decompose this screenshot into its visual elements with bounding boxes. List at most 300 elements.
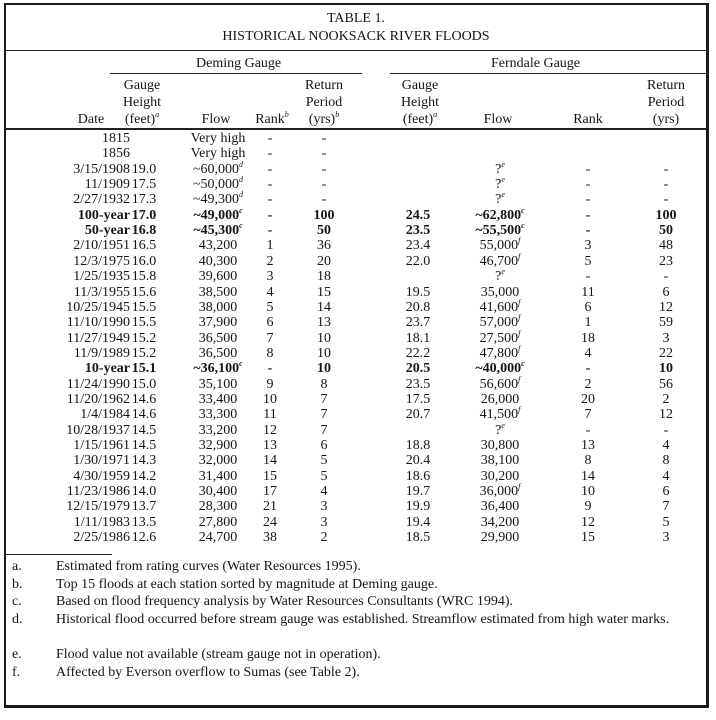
cell-value: -	[585, 192, 591, 208]
cell-value: 4/30/1959	[73, 468, 130, 484]
cell-value: 12	[581, 514, 595, 530]
cell-ferndale-rank	[556, 392, 620, 407]
cell-value: -	[267, 223, 273, 239]
cell-value: 1/30/1971	[73, 453, 130, 469]
cell-deming-rank	[242, 392, 298, 407]
cell-ferndale-flow	[462, 238, 538, 253]
cell-deming-rank	[242, 484, 298, 499]
cell-value: 50	[317, 223, 331, 239]
header-text: Period	[305, 95, 343, 110]
cell-ferndale-flow	[462, 269, 538, 284]
table-row	[6, 159, 706, 177]
cell-deming-rank	[242, 177, 298, 192]
cell-value: -	[267, 131, 273, 146]
cell-deming-rank	[242, 192, 298, 207]
cell-value: 8	[584, 453, 592, 469]
cell-value: ~60,000	[192, 161, 240, 177]
cell-value: 9	[266, 376, 274, 392]
cell-value: 15.5	[131, 315, 157, 331]
cell-value: 11/27/1949	[66, 330, 130, 346]
cell-value: 2/10/1951	[73, 238, 130, 254]
cell-value: 15.0	[131, 376, 157, 392]
cell-deming-height	[112, 438, 176, 453]
cell-ferndale-rank	[556, 530, 620, 545]
cell-value: 5	[584, 253, 592, 269]
cell-value: 10/28/1937	[66, 422, 130, 438]
cell-ferndale-return-period	[634, 192, 698, 207]
table-row	[6, 205, 706, 223]
cell-deming-return-period	[292, 254, 356, 269]
cell-value: -	[267, 161, 273, 177]
cell-value: 35,000	[480, 284, 520, 300]
cell-value: 8	[320, 376, 328, 392]
cell-deming-height	[112, 346, 176, 361]
footnote-ref: b	[335, 110, 340, 119]
cell-value: 24.5	[405, 207, 431, 223]
footnote-ref: e	[501, 267, 505, 277]
cell-ferndale-flow	[462, 515, 538, 530]
footnote-text: Historical flood occurred before stream gauge was established. Streamflow estimated from high water marks.	[56, 611, 670, 627]
cell-value: 56,600	[479, 376, 519, 392]
cell-deming-return-period	[292, 238, 356, 253]
cell-value: ~49,300	[192, 192, 240, 208]
cell-deming-rank	[242, 469, 298, 484]
cell-ferndale-flow	[462, 438, 538, 453]
cell-value: 11/1909	[84, 177, 130, 193]
cell-value: 43,200	[198, 238, 238, 254]
cell-deming-height	[112, 238, 176, 253]
cell-value: 15	[317, 284, 331, 300]
header-ferndale-height	[388, 77, 452, 128]
cell-value: 5	[266, 299, 274, 315]
cell-deming-rank	[242, 423, 298, 438]
cell-value: 18	[581, 330, 595, 346]
cell-ferndale-return-period	[634, 515, 698, 530]
cell-ferndale-flow	[462, 469, 538, 484]
cell-value: 7	[320, 391, 328, 407]
cell-deming-return-period	[292, 423, 356, 438]
cell-value: -	[585, 177, 591, 193]
cell-value: 10-year	[84, 361, 130, 377]
cell-ferndale-return-period	[634, 177, 698, 192]
cell-value: 19.5	[405, 284, 431, 300]
table-title: HISTORICAL NOOKSACK RIVER FLOODS	[222, 29, 490, 44]
cell-value: 3	[662, 530, 670, 546]
cell-ferndale-rank	[556, 499, 620, 514]
cell-value: 17.3	[131, 192, 157, 208]
cell-value: -	[663, 422, 669, 438]
cell-value: -	[267, 361, 273, 377]
cell-value: 33,300	[198, 407, 238, 423]
cell-deming-return-period	[292, 377, 356, 392]
footnote-letter: b.	[12, 576, 23, 592]
footnote-text: Based on flood frequency analysis by Water Resources Consultants (WRC 1994).	[56, 594, 514, 610]
cell-value: -	[267, 207, 273, 223]
cell-value: -	[585, 161, 591, 177]
cell-deming-return-period	[292, 315, 356, 330]
cell-value: ?	[495, 422, 502, 438]
cell-value: -	[663, 161, 669, 177]
cell-ferndale-height	[388, 407, 448, 422]
cell-value: 10	[263, 391, 277, 407]
cell-deming-return-period	[292, 208, 356, 223]
cell-ferndale-return-period	[634, 315, 698, 330]
cell-value: 24,700	[198, 530, 238, 546]
table-number: TABLE 1.	[327, 11, 385, 26]
cell-date	[6, 146, 130, 161]
cell-ferndale-rank	[556, 238, 620, 253]
cell-deming-rank	[242, 515, 298, 530]
table-row	[6, 343, 706, 361]
cell-deming-height	[112, 192, 176, 207]
table-row	[6, 177, 706, 192]
cell-value: 19.4	[405, 514, 431, 530]
cell-value: -	[321, 161, 327, 177]
cell-value: 5	[320, 468, 328, 484]
cell-value: 20.4	[405, 453, 431, 469]
cell-deming-height	[112, 331, 176, 346]
cell-value: 17	[263, 484, 277, 500]
footnote-text: Flood value not available (stream gauge not in operation).	[56, 647, 381, 662]
table-row	[6, 499, 706, 514]
table-row	[6, 131, 706, 146]
cell-value: -	[267, 146, 273, 162]
cell-deming-rank	[242, 331, 298, 346]
table-row	[6, 328, 706, 346]
cell-value: 19.7	[405, 484, 431, 500]
cell-value: 11/9/1989	[73, 345, 130, 361]
cell-value: 14.6	[131, 391, 157, 407]
cell-value: 6	[320, 438, 328, 453]
cell-value: 46,700	[479, 253, 519, 269]
cell-deming-return-period	[292, 177, 356, 192]
header-date: Date	[77, 112, 105, 127]
cell-value: 18.8	[405, 438, 431, 453]
cell-value: 14.3	[131, 453, 157, 469]
footnote-ref: f	[518, 313, 521, 323]
cell-ferndale-return-period	[634, 530, 698, 545]
cell-value: -	[585, 223, 591, 239]
footnote-ref: c	[521, 221, 525, 231]
cell-value: 12.6	[131, 530, 157, 546]
cell-ferndale-height	[388, 346, 448, 361]
cell-value: 32,000	[198, 453, 238, 469]
table-row	[6, 374, 706, 392]
cell-value: 23.4	[405, 238, 431, 254]
header-deming-height	[110, 77, 174, 128]
cell-value: 10	[659, 361, 673, 377]
cell-ferndale-rank	[556, 223, 620, 238]
cell-ferndale-flow	[462, 315, 538, 330]
cell-deming-rank	[242, 162, 298, 177]
footnote-letter: f.	[12, 664, 21, 680]
cell-deming-return-period	[292, 269, 356, 284]
cell-value: 20.7	[405, 407, 431, 423]
cell-ferndale-return-period	[634, 254, 698, 269]
cell-deming-return-period	[292, 392, 356, 407]
cell-deming-return-period	[292, 223, 356, 238]
cell-ferndale-height	[388, 238, 448, 253]
cell-value: 3	[584, 238, 592, 254]
footnote-ref: f	[518, 482, 521, 492]
cell-deming-return-period	[292, 453, 356, 468]
cell-deming-rank	[242, 238, 298, 253]
header-text: Return	[646, 78, 686, 93]
cell-deming-rank	[242, 346, 298, 361]
cell-deming-rank	[242, 499, 298, 514]
cell-ferndale-return-period	[634, 331, 698, 346]
footnote-ref: b	[284, 110, 289, 119]
cell-ferndale-height	[388, 453, 448, 468]
cell-ferndale-rank	[556, 208, 620, 223]
cell-deming-height	[112, 300, 176, 315]
header-text: Height	[122, 95, 162, 110]
cell-value: 19.0	[131, 161, 157, 177]
cell-value: 15	[581, 530, 595, 546]
cell-value: 16.8	[131, 223, 157, 239]
cell-value: 7	[320, 407, 328, 423]
cell-deming-height	[112, 407, 176, 422]
cell-value: 14.0	[131, 484, 157, 500]
cell-value: 57,000	[479, 315, 519, 331]
cell-value: 39,600	[198, 269, 238, 285]
footnote-ref: a	[155, 110, 160, 119]
cell-value: ~36,100	[193, 361, 240, 377]
cell-value: 32,900	[198, 438, 238, 453]
table-row	[6, 515, 706, 530]
cell-value: 1/11/1983	[73, 514, 130, 530]
cell-value: 22.0	[405, 253, 431, 269]
cell-value: 33,200	[198, 422, 238, 438]
cell-value: 2	[584, 376, 592, 392]
footnote-ref: c	[239, 221, 243, 231]
footnote-ref: e	[501, 190, 505, 200]
cell-ferndale-rank	[556, 453, 620, 468]
cell-value: 1815	[102, 131, 130, 146]
cell-ferndale-return-period	[634, 269, 698, 284]
footnote-letter: c.	[12, 594, 22, 610]
table-row	[6, 438, 706, 453]
cell-ferndale-return-period	[634, 300, 698, 315]
cell-value: 16.5	[131, 238, 157, 254]
cell-ferndale-flow	[462, 177, 538, 192]
footnote-ref: f	[518, 251, 521, 261]
cell-deming-return-period	[292, 192, 356, 207]
cell-value: 10	[317, 330, 331, 346]
cell-value: 34,200	[480, 514, 520, 530]
cell-value: 22.2	[405, 345, 431, 361]
cell-value: -	[663, 269, 669, 285]
cell-value: 3	[662, 330, 670, 346]
cell-value: 24	[263, 514, 277, 530]
cell-deming-return-period	[292, 530, 356, 545]
cell-value: -	[585, 269, 591, 285]
table-row	[6, 146, 706, 161]
cell-ferndale-return-period	[634, 162, 698, 177]
cell-value: 27,500	[479, 330, 519, 346]
cell-value: ~49,000	[193, 207, 240, 223]
header-ferndale-flow: Flow	[483, 112, 513, 127]
cell-deming-return-period	[292, 499, 356, 514]
cell-value: 11	[263, 407, 277, 423]
cell-value: 8	[266, 345, 274, 361]
cell-value: ?	[495, 269, 502, 285]
divider	[6, 554, 112, 555]
footnote-ref: a	[433, 110, 438, 119]
cell-value: 20	[317, 253, 331, 269]
cell-value: 15.5	[131, 299, 157, 315]
cell-value: 12/15/1979	[66, 499, 130, 515]
footnote-ref: d	[239, 190, 244, 200]
cell-value: 100	[655, 207, 677, 223]
cell-value: ~55,500	[475, 223, 522, 239]
cell-deming-height	[112, 530, 176, 545]
cell-deming-height	[112, 269, 176, 284]
cell-date	[6, 131, 130, 146]
cell-value: 11/24/1990	[66, 376, 130, 392]
cell-ferndale-return-period	[634, 377, 698, 392]
cell-value: 15.6	[131, 284, 157, 300]
cell-value: 30,400	[198, 484, 238, 500]
cell-value: 1	[266, 238, 274, 254]
cell-deming-return-period	[292, 146, 356, 161]
footnote-letter: e.	[12, 647, 22, 662]
cell-ferndale-rank	[556, 407, 620, 422]
cell-value: 12/3/1975	[73, 253, 130, 269]
cell-ferndale-return-period	[634, 469, 698, 484]
cell-value: 15.2	[131, 345, 157, 361]
cell-deming-rank	[242, 530, 298, 545]
cell-value: 13	[263, 438, 277, 453]
cell-value: 20.5	[405, 361, 431, 377]
cell-value: 17.5	[131, 177, 157, 193]
cell-value: 11/3/1955	[73, 284, 130, 300]
cell-value: 13.7	[131, 499, 157, 515]
cell-deming-rank	[242, 315, 298, 330]
cell-ferndale-height	[388, 469, 448, 484]
cell-ferndale-return-period	[634, 361, 698, 376]
cell-value: 38	[263, 530, 277, 546]
cell-ferndale-height	[388, 361, 448, 376]
cell-value: 6	[662, 484, 670, 500]
cell-value: 14.2	[131, 468, 157, 484]
cell-value: 1/25/1935	[73, 269, 130, 285]
cell-value: 12	[263, 422, 277, 438]
cell-value: 1	[584, 315, 592, 331]
cell-value: 7	[662, 499, 670, 515]
cell-value: 14.5	[131, 438, 157, 453]
cell-value: 5	[320, 453, 328, 469]
cell-ferndale-rank	[556, 484, 620, 499]
divider	[6, 128, 706, 130]
cell-ferndale-flow	[462, 453, 538, 468]
cell-value: 3/15/1908	[73, 161, 130, 177]
cell-deming-height	[112, 377, 176, 392]
cell-value: 17.0	[131, 207, 157, 223]
cell-value: 16.0	[131, 253, 157, 269]
cell-deming-height	[112, 515, 176, 530]
cell-value: 5	[662, 514, 670, 530]
cell-value: 48	[659, 238, 673, 254]
cell-ferndale-flow	[462, 328, 538, 346]
cell-deming-rank	[242, 146, 298, 161]
cell-value: -	[585, 207, 591, 223]
cell-value: 1/15/1961	[73, 438, 130, 453]
cell-ferndale-height	[388, 208, 448, 223]
cell-ferndale-return-period	[634, 499, 698, 514]
table-row	[6, 192, 706, 207]
header-ferndale-rank: Rank	[573, 112, 603, 127]
table-row	[6, 469, 706, 484]
cell-ferndale-flow	[462, 407, 538, 422]
cell-value: 3	[266, 269, 274, 285]
cell-deming-return-period	[292, 131, 356, 146]
cell-ferndale-height	[388, 530, 448, 545]
cell-value: 31,400	[198, 468, 238, 484]
cell-ferndale-flow	[462, 420, 538, 438]
cell-value: 6	[584, 299, 592, 315]
cell-ferndale-return-period	[634, 438, 698, 453]
cell-value: 38,100	[480, 453, 520, 469]
header-text: Gauge	[401, 78, 439, 93]
cell-deming-return-period	[292, 285, 356, 300]
cell-value: 13.5	[131, 514, 157, 530]
cell-ferndale-flow	[462, 499, 538, 514]
cell-deming-rank	[242, 285, 298, 300]
footnote-ref: f	[518, 236, 521, 246]
cell-value: -	[321, 177, 327, 193]
cell-value: 2	[266, 253, 274, 269]
cell-value: 11/10/1990	[66, 315, 130, 331]
table-row	[6, 420, 706, 438]
cell-value: 1856	[102, 146, 130, 162]
cell-deming-rank	[242, 300, 298, 315]
cell-ferndale-rank	[556, 469, 620, 484]
cell-value: Very high	[190, 146, 246, 162]
header-deming-return-period	[292, 77, 356, 128]
footnote-ref: f	[518, 405, 521, 415]
cell-ferndale-height	[388, 484, 448, 499]
cell-value: 23.5	[405, 223, 431, 239]
cell-value: 4	[662, 468, 670, 484]
cell-ferndale-return-period	[634, 346, 698, 361]
cell-ferndale-flow	[462, 159, 538, 177]
cell-value: 11/20/1962	[66, 391, 130, 407]
footnote-ref: f	[518, 343, 521, 353]
cell-value: 9	[584, 499, 592, 515]
cell-deming-return-period	[292, 438, 356, 453]
cell-value: 4	[662, 438, 670, 453]
cell-value: 10	[581, 484, 595, 500]
cell-deming-height	[112, 315, 176, 330]
cell-deming-return-period	[292, 407, 356, 422]
cell-deming-height	[112, 423, 176, 438]
cell-ferndale-rank	[556, 361, 620, 376]
footnote-ref: c	[521, 205, 525, 215]
cell-ferndale-flow	[462, 205, 538, 223]
cell-ferndale-flow	[462, 343, 538, 361]
cell-ferndale-height	[388, 331, 448, 346]
cell-deming-height	[112, 162, 176, 177]
cell-deming-rank	[242, 407, 298, 422]
divider	[6, 50, 706, 51]
cell-value: 55,000	[479, 238, 519, 254]
cell-value: -	[321, 192, 327, 208]
cell-ferndale-rank	[556, 162, 620, 177]
cell-value: 3	[320, 514, 328, 530]
cell-value: 36,400	[480, 499, 520, 515]
cell-deming-height	[112, 208, 176, 223]
